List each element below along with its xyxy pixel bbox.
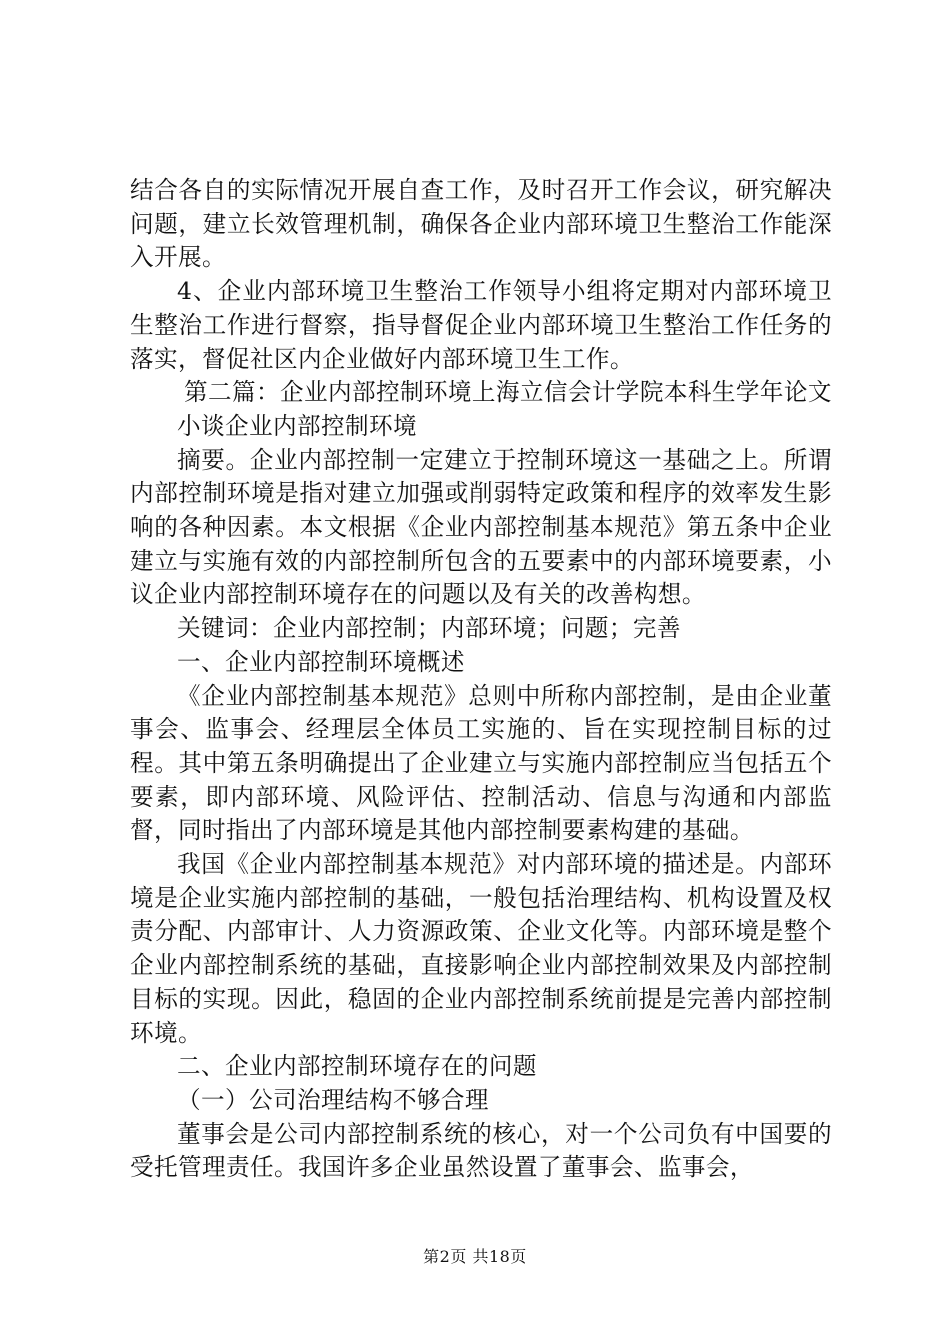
- document-body: [130, 174, 832, 1185]
- paragraph-internal-environment: 我国《企业内部控制基本规范》对内部环境的描述是。内部环境是企业实施内部控制的基础，一般包括治理结构、机构设置及权责分配、内部审计、人力资源政策、企业文化等。内部环境是整个企业内部控制系统的基础，直接影响企业内部控制效果及内部控制目标的实现。因此，稳固的企业内部控制系统前提是完善内部控制环境。: [130, 850, 832, 1047]
- section-heading-two: 二、企业内部控制环境存在的问题: [177, 1052, 537, 1081]
- page-footer: 第2页 共18页: [423, 1247, 527, 1266]
- essay-title: 小谈企业内部控制环境: [177, 411, 417, 440]
- keywords-line: 关键词：企业内部控制；内部环境；问题；完善: [177, 614, 681, 643]
- subsection-heading-one: （一）公司治理结构不够合理: [177, 1085, 489, 1114]
- abstract-paragraph: 摘要。企业内部控制一定建立于控制环境这一基础之上。所谓内部控制环境是指对建立加强或削弱特定政策和程序的效率发生影响的各种因素。本文根据《企业内部控制基本规范》第五条中企业建立与实施有效的内部控制所包含的五要素中的内部环境要素，小议企业内部控制环境存在的问题以及有关的改善构想。: [130, 445, 832, 609]
- section-heading-one: 一、企业内部控制环境概述: [177, 647, 465, 676]
- paragraph-definition: 《企业内部控制基本规范》总则中所称内部控制，是由企业董事会、监事会、经理层全体员工实施的、旨在实现控制目标的过程。其中第五条明确提出了企业建立与实施内部控制应当包括五个要素，即内部环境、风险评估、控制活动、信息与沟通和内部监督，同时指出了内部环境是其他内部控制要素构建的基础。: [130, 681, 832, 845]
- paragraph-board-of-directors: 董事会是公司内部控制系统的核心，对一个公司负有中国要的受托管理责任。我国许多企业虽然设置了董事会、监事会，: [130, 1119, 832, 1182]
- paragraph-continuation: 结合各自的实际情况开展自查工作，及时召开工作会议，研究解决问题，建立长效管理机制，确保各企业内部环境卫生整治工作能深入开展。: [130, 176, 832, 272]
- paragraph-item-4: 4、企业内部环境卫生整治工作领导小组将定期对内部环境卫生整治工作进行督察，指导督促企业内部环境卫生整治工作任务的落实，督促社区内企业做好内部环境卫生工作。: [130, 277, 832, 373]
- section-heading-part-two: 第二篇：企业内部控制环境上海立信会计学院本科生学年论文: [184, 378, 832, 407]
